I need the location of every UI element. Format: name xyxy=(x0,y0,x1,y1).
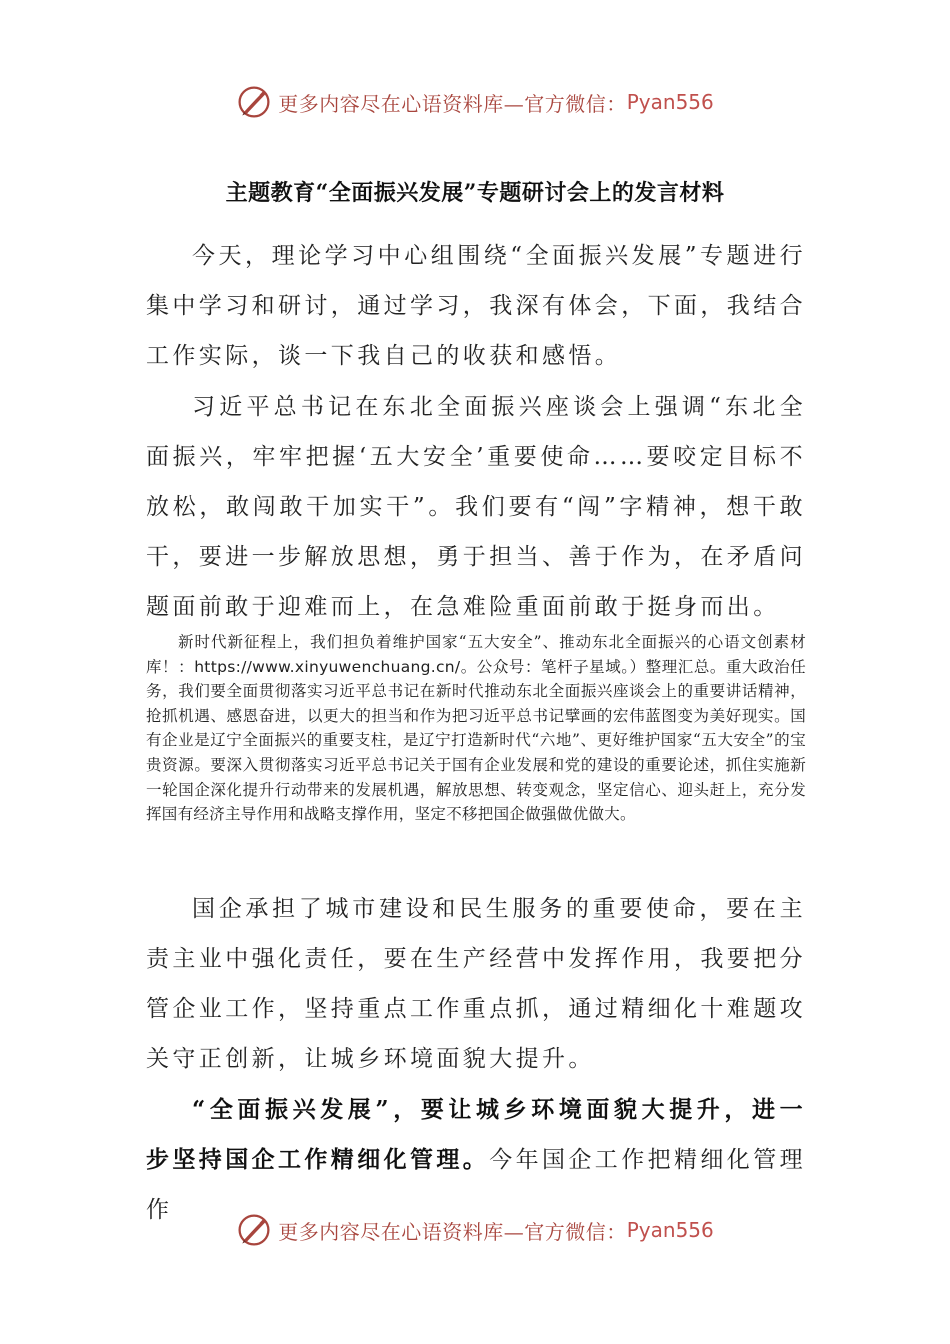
banner-wechat-id: Pyan556 xyxy=(626,90,714,114)
document-title: 主题教育“全面振兴发展”专题研讨会上的发言材料 xyxy=(225,180,725,206)
quill-pen-logo-icon xyxy=(236,84,272,120)
paragraph-2 xyxy=(146,382,806,632)
footer-banner xyxy=(0,1208,950,1252)
paragraph-5-bold-lead: “全面振兴发展”，要让城乡环境面貌大提升，进一步坚持国企工作精细化管理。 xyxy=(146,1096,806,1173)
header-banner xyxy=(0,80,950,124)
quill-pen-logo-icon xyxy=(236,1212,272,1248)
banner-wechat-id: Pyan556 xyxy=(626,1218,714,1242)
banner-text: 更多内容尽在心语资料库—官方微信： xyxy=(278,1219,627,1244)
paragraph-1-text: 今天，理论学习中心组围绕“全面振兴发展”专题进行集中学习和研讨，通过学习，我深有体会，下面，我结合工作实际，谈一下我自己的收获和感悟。 xyxy=(146,243,806,369)
paragraph-2-text: 习近平总书记在东北全面振兴座谈会上强调“东北全面振兴，牢牢把握‘五大安全’重要使命……要咬定目标不放松，敢闯敢干加实干”。我们要有“闯”字精神，想干敢干，要进一步解放思想，勇于担当、善于作为，在矛盾问题面前敢于迎难而上，在急难险重面前敢于挺身而出。 xyxy=(146,394,806,620)
banner-text: 更多内容尽在心语资料库—官方微信： xyxy=(278,91,627,116)
paragraph-3-text xyxy=(146,630,806,827)
source-url-link[interactable]: https://www.xinyuwenchuang.cn/ xyxy=(194,657,461,676)
paragraph-3-part-b: 。公众号：笔杆子星域。）整理汇总。重大政治任务，我们要全面贯彻落实习近平总书记在新时代推动东北全面振兴座谈会上的重要讲话精神，抢抓机遇、感恩奋进，以更大的担当和作为把习近平总书记擘画的宏伟蓝图变为美好现实。国有企业是辽宁全面振兴的重要支柱，是辽宁打造新时代“六地”、更好维护国家“五大安全”的宝贵资源。要深入贯彻落实习近平总书记关于国有企业发展和党的建设的重要论述，抓住实施新一轮国企深化提升行动带来的发展机遇，解放思想、转变观念，坚定信心、迎头赶上，充分发挥国有经济主导作用和战略支撑作用，坚定不移把国企做强做优做大。 xyxy=(146,657,806,824)
paragraph-4 xyxy=(146,884,806,1084)
paragraph-3-part-a: 新时代新征程上，我们担负着维护国家“五大安全”、推动东北全面振兴的心语文创素材库！： xyxy=(146,633,806,676)
paragraph-4-text: 国企承担了城市建设和民生服务的重要使命，要在主责主业中强化责任，要在生产经营中发挥作用，我要把分管企业工作，坚持重点工作重点抓，通过精细化十难题攻关守正创新，让城乡环境面貌大提升。 xyxy=(146,896,806,1072)
paragraph-5-rest: 今年国企工作把精细化管理作 xyxy=(146,1147,807,1223)
paragraph-3 xyxy=(146,630,806,827)
paragraph-1 xyxy=(146,231,806,381)
